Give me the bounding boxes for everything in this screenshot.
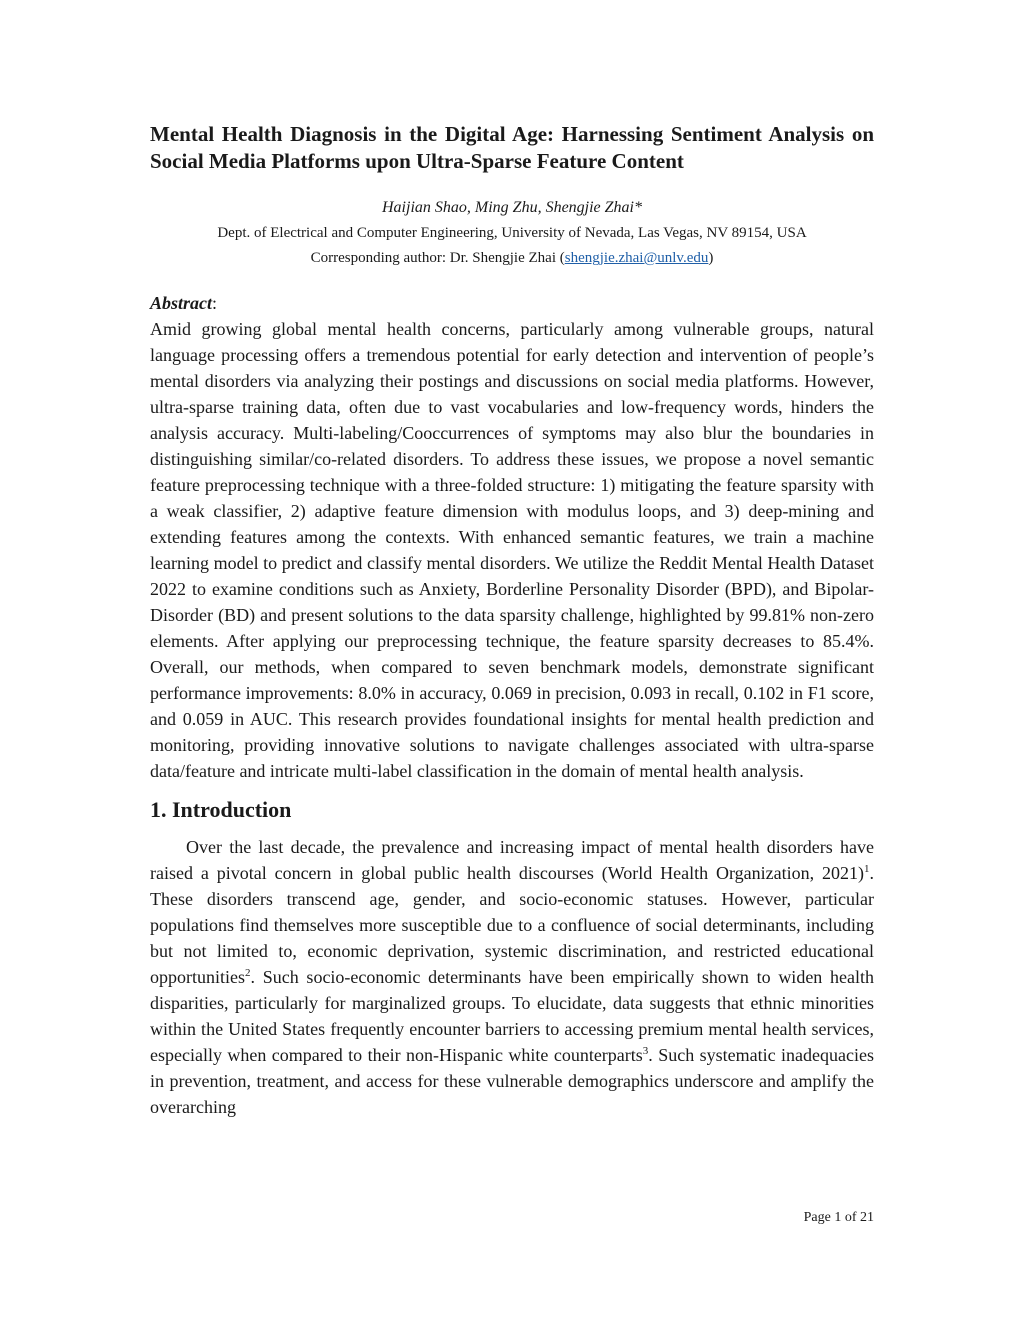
abstract-heading <box>150 292 874 314</box>
citation-ref-2: 2 <box>245 967 251 979</box>
section-heading-introduction: 1. Introduction <box>150 797 292 822</box>
intro-text-1: Over the last decade, the prevalence and increasing impact of mental health disorders have raised a pivotal concern in global public health discourses (World Health Organization, 2021) <box>150 837 874 883</box>
abstract-heading-label: Abstract <box>150 293 213 313</box>
abstract-heading-colon: : <box>212 293 218 313</box>
introduction-paragraph <box>150 834 874 1120</box>
intro-text-4: . Such systematic inadequacies in prevention, treatment, and access for these vulnerable demographics underscore and amplify the overarching <box>150 1045 874 1117</box>
page-content <box>150 121 874 1120</box>
abstract-body: Amid growing global mental health concerns, particularly among vulnerable groups, natural language processing offers a tremendous potential for early detection and intervention of people’s mental disorders via analyzing their postings and discussions on social media platforms. However, ultra-sparse training data, often due to vast vocabularies and low-frequency words, hinders the analysis accuracy. Multi-labeling/Cooccurrences of symptoms may also blur the boundaries in distinguishing similar/co-related disorders. To address these issues, we propose a novel semantic feature preprocessing technique with a three-folded structure: 1) mitigating the feature sparsity with a weak classifier, 2) adaptive feature dimension with modulus loops, and 3) deep-mining and extending features among the contexts. With enhanced semantic features, we train a machine learning model to predict and classify mental disorders. We utilize the Reddit Mental Health Dataset 2022 to examine conditions such as Anxiety, Borderline Personality Disorder (BPD), and Bipolar-Disorder (BD) and present solutions to the data sparsity challenge, highlighted by 99.81% non-zero elements. After applying our preprocessing technique, the feature sparsity decreases to 85.4%. Overall, our methods, when compared to seven benchmark models, demonstrate significant performance improvements: 8.0% in accuracy, 0.069 in precision, 0.093 in recall, 0.102 in F1 score, and 0.059 in AUC. This research provides foundational insights for mental health prediction and monitoring, providing innovative solutions to navigate challenges associated with ultra-sparse data/feature and intricate multi-label classification in the domain of mental health analysis. <box>150 319 874 781</box>
corresponding-suffix: ) <box>708 250 714 266</box>
intro-text-3: . Such socio-economic determinants have been empirically shown to widen health disparities, particularly for marginalized groups. To elucidate, data suggests that ethnic minorities within the United States frequently encounter barriers to accessing premium mental health services, especially when compared to their non-Hispanic white counterparts <box>150 967 874 1065</box>
page-number: Page 1 of 21 <box>803 1210 874 1225</box>
citation-ref-3: 3 <box>642 1045 649 1057</box>
author-list: Haijian Shao, Ming Zhu, Shengjie Zhai* <box>382 199 642 216</box>
citation-ref-1: 1 <box>864 863 870 875</box>
intro-text-2: . These disorders transcend age, gender, and socio-economic statuses. However, particular populations find themselves more susceptible due to a confluence of social determinants, including but not limited to, economic deprivation, systemic discrimination, and restricted educational opportunities <box>150 863 874 987</box>
paper-title: Mental Health Diagnosis in the Digital Age: Harnessing Sentiment Analysis on Social Media Platforms upon Ultra-Sparse Feature Content <box>150 122 874 173</box>
corresponding-email-link[interactable]: shengjie.zhai@unlv.edu <box>564 250 709 266</box>
corresponding-author <box>150 248 874 268</box>
affiliation: Dept. of Electrical and Computer Engineering, University of Nevada, Las Vegas, NV 89154, USA <box>217 225 807 241</box>
corresponding-prefix: Corresponding author: Dr. Shengjie Zhai ( <box>310 250 565 266</box>
